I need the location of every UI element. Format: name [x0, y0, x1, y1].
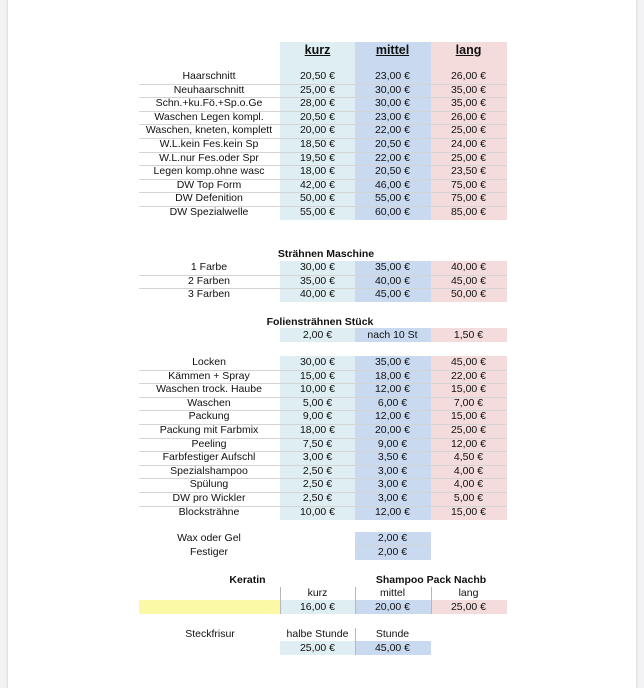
table-row	[139, 587, 507, 601]
steck-header-mittel: Stunde	[375, 627, 410, 640]
table-row	[139, 532, 507, 546]
price-kurz: 42,00 €	[299, 178, 336, 191]
steckfrisur-label: Steckfrisur	[185, 628, 235, 640]
price-lang: 15,00 €	[450, 410, 487, 423]
price-mittel: 18,00 €	[374, 369, 411, 382]
service-label: Waschen Legen kompl.	[154, 110, 264, 123]
table-row	[139, 642, 507, 656]
price-kurz: 20,00 €	[299, 124, 336, 137]
price-lang: 25,00 €	[450, 600, 487, 613]
extra-label: Locken	[192, 356, 226, 368]
header-lang: lang	[455, 43, 482, 57]
table-row	[139, 329, 507, 343]
price-mittel: 6,00 €	[377, 396, 408, 409]
price-mittel: 12,00 €	[374, 383, 411, 396]
price-mittel: 9,00 €	[377, 437, 408, 450]
table-row	[139, 70, 507, 85]
price-kurz: 3,00 €	[302, 451, 333, 464]
price-lang: 15,00 €	[450, 505, 487, 518]
table-row	[139, 206, 507, 220]
price-mittel: 12,00 €	[374, 505, 411, 518]
price-mittel: 23,00 €	[374, 110, 411, 123]
price-lang: 85,00 €	[450, 206, 487, 218]
price-kurz: 10,00 €	[299, 383, 336, 396]
price-mittel: 12,00 €	[374, 410, 411, 423]
price-mittel: 40,00 €	[374, 274, 411, 287]
price-kurz: 9,00 €	[302, 410, 333, 423]
folien-title: Foliensträhnen Stück	[266, 316, 374, 328]
price-mittel: 35,00 €	[374, 356, 411, 368]
price-kurz: 5,00 €	[302, 396, 333, 409]
price-kurz: 18,50 €	[299, 138, 336, 150]
straehnen-label: 3 Farben	[187, 288, 231, 301]
table-row	[139, 261, 507, 276]
table-row	[139, 111, 507, 126]
keratin-title: Keratin	[229, 574, 266, 586]
steck-header-kurz: halbe Stunde	[286, 627, 349, 640]
extra-label: DW pro Wickler	[172, 492, 246, 504]
price-lang: 50,00 €	[450, 288, 487, 301]
price-lang: 12,00 €	[450, 437, 487, 450]
service-label: W.L.nur Fes.oder Spr	[159, 151, 259, 164]
price-mittel: 60,00 €	[374, 206, 411, 218]
extra-label: Spezialshampoo	[170, 464, 248, 477]
price-mittel: 22,00 €	[374, 124, 411, 137]
price-kurz: 7,50 €	[302, 437, 333, 450]
price-kurz: 2,00 €	[302, 328, 333, 341]
price-mittel: 45,00 €	[374, 641, 411, 654]
table-row	[139, 356, 507, 371]
price-lang: 26,00 €	[450, 70, 487, 82]
straehnen-label: 1 Farbe	[190, 261, 228, 273]
price-lang: 7,00 €	[453, 396, 484, 409]
service-label: Neuhaarschnitt	[173, 83, 245, 96]
price-mittel: 2,00 €	[355, 532, 430, 546]
price-mittel: 35,00 €	[374, 261, 411, 273]
price-kurz: 55,00 €	[299, 206, 336, 218]
table-row	[139, 451, 507, 466]
table-row	[139, 492, 507, 507]
keratin-header-mittel: mittel	[379, 587, 406, 599]
keratin-header-lang: lang	[458, 587, 479, 599]
table-row	[139, 546, 507, 560]
price-mittel: 20,00 €	[374, 600, 411, 613]
extra-label: Waschen	[187, 396, 231, 409]
price-lang: 25,00 €	[450, 424, 487, 436]
table-row	[139, 288, 507, 302]
table-row	[139, 165, 507, 180]
price-mittel: 3,00 €	[377, 464, 408, 477]
table-row	[139, 275, 507, 290]
price-lang: 35,00 €	[450, 97, 487, 110]
price-kurz: 30,00 €	[299, 356, 336, 368]
header-mittel: mittel	[375, 43, 410, 57]
service-label: Schn.+ku.Fö.+Sp.o.Ge	[155, 97, 263, 110]
price-kurz: 19,50 €	[299, 151, 336, 164]
price-lang: 75,00 €	[450, 178, 487, 191]
price-kurz: 50,00 €	[299, 192, 336, 205]
table-row	[139, 192, 507, 207]
extra-label: Packung	[188, 410, 230, 423]
wax-label: Wax oder Gel	[177, 532, 241, 544]
price-kurz: 40,00 €	[299, 288, 336, 301]
price-lang: 1,50 €	[453, 328, 484, 341]
price-kurz: 20,50 €	[299, 110, 336, 123]
extra-label: Kämmen + Spray	[168, 369, 250, 382]
price-mittel: 45,00 €	[374, 288, 411, 301]
price-kurz: 2,50 €	[302, 478, 333, 491]
keratin-subtitle: Shampoo Pack Nachb	[375, 574, 487, 586]
price-mittel: 30,00 €	[374, 97, 411, 110]
keratin-header-kurz: kurz	[307, 587, 328, 599]
table-row	[139, 601, 507, 615]
table-row	[139, 97, 507, 112]
price-mittel: 55,00 €	[374, 192, 411, 205]
price-lang: 25,00 €	[450, 151, 487, 164]
table-row	[139, 84, 507, 99]
price-mittel: 46,00 €	[374, 178, 411, 191]
table-row	[139, 152, 507, 167]
price-lang: 22,00 €	[450, 369, 487, 382]
service-label: DW Spezialwelle	[169, 206, 249, 218]
price-mittel: 3,50 €	[377, 451, 408, 464]
keratin-divider	[355, 587, 356, 614]
price-lang: 75,00 €	[450, 192, 487, 205]
service-label: W.L.kein Fes.kein Sp	[159, 138, 259, 150]
price-mittel: 30,00 €	[374, 83, 411, 96]
price-kurz: 25,00 €	[299, 641, 336, 654]
service-label: Haarschnitt	[182, 70, 236, 82]
service-label: DW Defenition	[175, 192, 243, 205]
price-lang: 4,50 €	[453, 451, 484, 464]
table-row	[139, 410, 507, 425]
price-lang: 4,00 €	[453, 478, 484, 491]
table-row	[139, 138, 507, 153]
price-kurz: 25,00 €	[299, 83, 336, 96]
price-kurz: 2,50 €	[302, 464, 333, 477]
extra-label: Spülung	[189, 478, 229, 491]
price-lang: 45,00 €	[450, 274, 487, 287]
price-mittel: 22,00 €	[374, 151, 411, 164]
price-lang: 15,00 €	[450, 383, 487, 396]
price-mittel: 20,50 €	[374, 138, 411, 150]
extra-label: Peeling	[191, 437, 227, 450]
table-row	[139, 506, 507, 520]
table-row	[139, 478, 507, 493]
price-kurz: 10,00 €	[299, 505, 336, 518]
price-mittel: 3,00 €	[377, 478, 408, 491]
table-row	[139, 124, 507, 139]
table-row	[139, 628, 507, 642]
price-kurz: 15,00 €	[299, 369, 336, 382]
price-mittel: 20,00 €	[374, 424, 411, 436]
straehnen-label: 2 Farben	[187, 274, 231, 287]
price-kurz: 35,00 €	[299, 274, 336, 287]
table-row	[139, 370, 507, 385]
price-kurz: 18,00 €	[299, 165, 336, 178]
price-lang: 45,00 €	[450, 356, 487, 368]
price-lang: 23,50 €	[450, 165, 487, 178]
extra-label: Blocksträhne	[178, 505, 240, 518]
price-lang: 4,00 €	[453, 464, 484, 477]
table-row	[139, 438, 507, 453]
extra-label: Farbfestiger Aufschl	[162, 451, 256, 464]
table-row	[139, 465, 507, 480]
price-mittel: 20,50 €	[374, 165, 411, 178]
price-lang: 5,00 €	[453, 492, 484, 504]
service-label: Waschen, kneten, komplett	[145, 124, 273, 137]
header-kurz: kurz	[304, 43, 331, 57]
price-kurz: 18,00 €	[299, 424, 336, 436]
price-mittel: 23,00 €	[374, 70, 411, 82]
price-lang: 24,00 €	[450, 138, 487, 150]
price-kurz: 28,00 €	[299, 97, 336, 110]
price-kurz: 30,00 €	[299, 261, 336, 273]
price-mittel: 3,00 €	[377, 492, 408, 504]
keratin-divider	[280, 587, 281, 614]
price-kurz: 16,00 €	[299, 600, 336, 613]
table-row	[139, 383, 507, 398]
price-kurz: 20,50 €	[299, 70, 336, 82]
price-kurz: 2,50 €	[302, 492, 333, 504]
price-lang: 26,00 €	[450, 110, 487, 123]
table-row	[139, 179, 507, 194]
extra-label: Packung mit Farbmix	[159, 424, 259, 436]
price-lang: 25,00 €	[450, 124, 487, 137]
straehnen-title: Strähnen Maschine	[277, 248, 375, 260]
extra-label: Waschen trock. Haube	[156, 383, 262, 396]
price-lang: 40,00 €	[450, 261, 487, 273]
price-mittel: 2,00 €	[377, 545, 408, 558]
steck-divider	[355, 628, 356, 655]
price-lang: 35,00 €	[450, 83, 487, 96]
service-label: DW Top Form	[176, 178, 242, 191]
table-row	[139, 424, 507, 439]
price-mittel: nach 10 St	[367, 328, 418, 341]
wax-label: Festiger	[190, 545, 228, 558]
table-row	[139, 397, 507, 412]
service-label: Legen komp.ohne wasc	[153, 165, 265, 178]
keratin-divider	[431, 587, 432, 614]
